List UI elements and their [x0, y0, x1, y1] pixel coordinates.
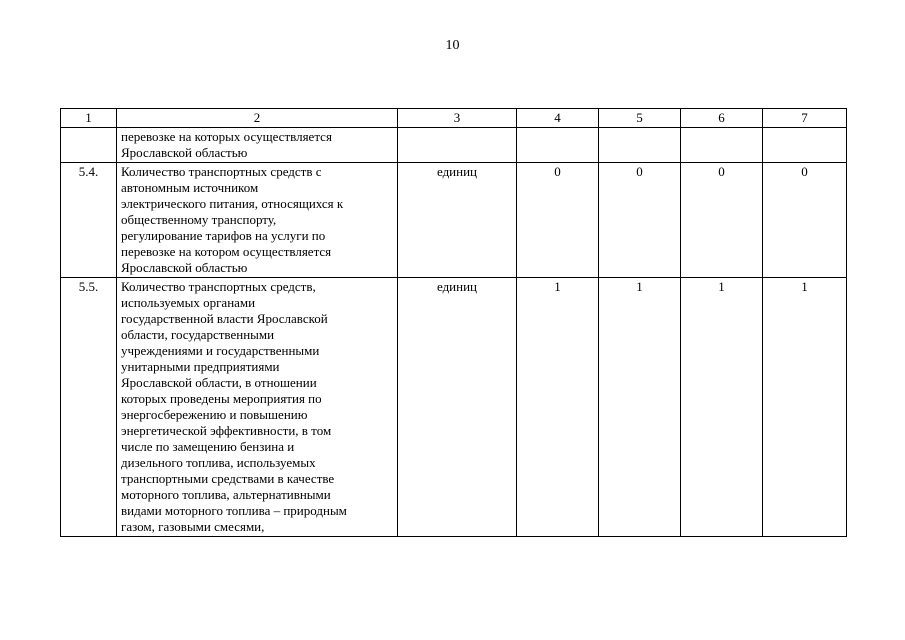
table-row	[61, 128, 847, 163]
column-header: 4	[517, 109, 599, 128]
row-value-col6: 0	[681, 163, 763, 278]
column-header: 6	[681, 109, 763, 128]
table-row	[61, 163, 847, 278]
row-value-col6	[681, 128, 763, 163]
row-description: перевозке на которых осуществляется Ярославской областью	[117, 128, 398, 163]
row-value-col7: 1	[763, 278, 847, 537]
row-value-col4	[517, 128, 599, 163]
table-header-row	[61, 109, 847, 128]
row-number	[61, 128, 117, 163]
row-description: Количество транспортных средств, используемых органами государственной власти Ярославской области, государственными учреждениями и государственными унитарными предприятиями Ярославской области, в отношении которых проведены мероприятия по энергосбережению и повышению энергетической эффективности, в том числе по замещению бензина и дизельного топлива, используемых транспортными средствами в качестве моторного топлива, альтернативными видами моторного топлива – природным газом, газовыми смесями,	[117, 278, 398, 537]
row-value-col4: 1	[517, 278, 599, 537]
row-unit	[398, 128, 517, 163]
row-description: Количество транспортных средств с автономным источником электрического питания, относящихся к общественному транспорту, регулирование тарифов на услуги по перевозке на котором осуществляется Ярославской областью	[117, 163, 398, 278]
column-header: 3	[398, 109, 517, 128]
page-number: 10	[445, 38, 460, 53]
row-value-col7	[763, 128, 847, 163]
row-value-col6: 1	[681, 278, 763, 537]
column-header: 1	[61, 109, 117, 128]
column-header: 5	[599, 109, 681, 128]
row-value-col5: 0	[599, 163, 681, 278]
row-value-col5	[599, 128, 681, 163]
row-number: 5.5.	[61, 278, 117, 537]
row-value-col7: 0	[763, 163, 847, 278]
row-value-col4: 0	[517, 163, 599, 278]
row-number: 5.4.	[61, 163, 117, 278]
row-unit: единиц	[398, 163, 517, 278]
column-header: 2	[117, 109, 398, 128]
row-value-col5: 1	[599, 278, 681, 537]
indicators-table	[60, 108, 847, 537]
table-row	[61, 278, 847, 537]
column-header: 7	[763, 109, 847, 128]
row-unit: единиц	[398, 278, 517, 537]
